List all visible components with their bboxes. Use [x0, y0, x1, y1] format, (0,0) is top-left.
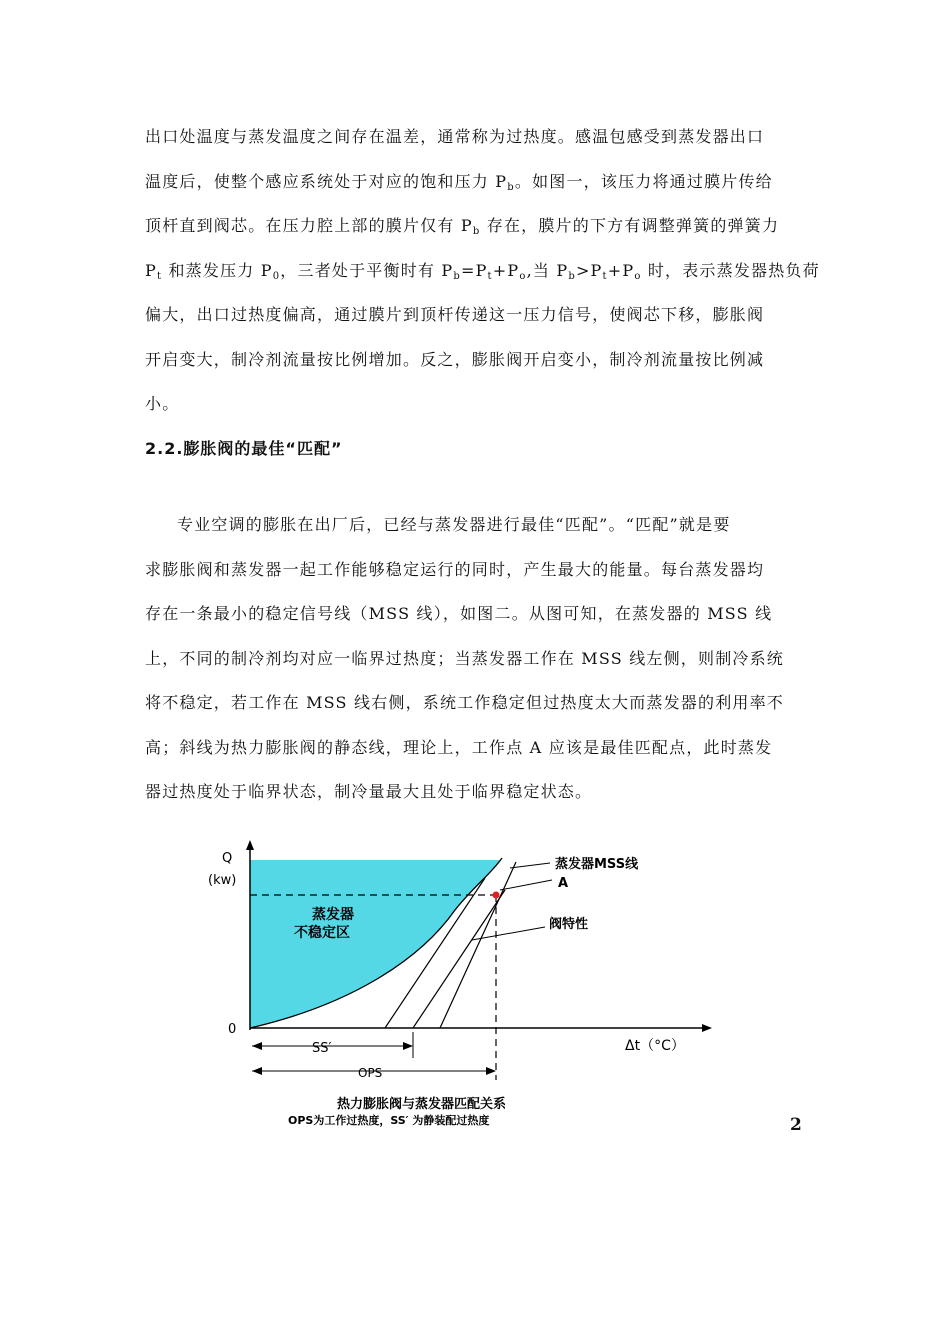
- point-a-label: A: [558, 876, 569, 891]
- text-line: 存在一条最小的稳定信号线（MSS 线），如图二。从图可知，在蒸发器的 MSS 线: [145, 604, 773, 623]
- y-axis-unit: (kw): [208, 873, 237, 888]
- text-line: 上，不同的制冷剂均对应一临界过热度；当蒸发器工作在 MSS 线左侧，则制冷系统: [145, 648, 784, 668]
- text-line: 顶杆直到阀芯。在压力腔上部的膜片仅有 $P_b$ 存在，膜片的下方有调整弹簧的弹簧力: [145, 216, 780, 237]
- x-axis-arrow: [702, 1024, 712, 1032]
- page-number: 2: [790, 1115, 802, 1135]
- ops-arrow-right: [486, 1067, 496, 1075]
- text-line: 专业空调的膨胀在出厂后，已经与蒸发器进行最佳“匹配”。“匹配”就是要: [177, 515, 731, 534]
- region-label-1: 蒸发器: [312, 907, 354, 923]
- text-line: 将不稳定，若工作在 MSS 线右侧，系统工作稳定但过热度太大而蒸发器的利用率不: [145, 693, 784, 712]
- figure-caption-1: 热力膨胀阀与蒸发器匹配关系: [337, 1097, 507, 1112]
- y-axis-label: Q: [222, 851, 233, 866]
- ss-arrow-left: [252, 1042, 262, 1050]
- text-line: 偏大，出口过热度偏高，通过膜片到顶杆传递这一压力信号，使阀芯下移，膨胀阀: [145, 305, 765, 324]
- point-a-marker: [493, 892, 500, 899]
- ss-arrow-right: [403, 1042, 413, 1050]
- text-line: 小。: [145, 394, 180, 413]
- x-axis-label: Δt（°C）: [625, 1038, 685, 1054]
- text-line: 开启变大，制冷剂流量按比例增加。反之，膨胀阀开启变小，制冷剂流量按比例减: [145, 349, 765, 369]
- text-line: 高；斜线为热力膨胀阀的静态线，理论上，工作点 A 应该是最佳匹配点，此时蒸发: [145, 737, 773, 757]
- text-line: 温度后，使整个感应系统处于对应的饱和压力 $P_b$。如图一，该压力将通过膜片传给: [145, 171, 773, 193]
- ss-label: SS′: [312, 1041, 332, 1056]
- paragraph-1: [145, 115, 820, 427]
- origin-label: 0: [228, 1022, 237, 1037]
- text-line: $P_t$ 和蒸发压力 $P_0$，三者处于平衡时有 $P_b=P_t+P_o$,当 $P_b>P_t+P_o$ 时，表示蒸发器热负荷: [145, 260, 820, 282]
- figure-caption-2: OPS为工作过热度，SS′ 为静装配过热度: [288, 1114, 490, 1127]
- text-line: 出口处温度与蒸发温度之间存在温差，通常称为过热度。感温包感受到蒸发器出口: [145, 127, 765, 146]
- section-heading: 2.2.膨胀阀的最佳“匹配”: [145, 439, 343, 458]
- text-line: 求膨胀阀和蒸发器一起工作能够稳定运行的同时，产生最大的能量。每台蒸发器均: [145, 559, 765, 579]
- y-axis-arrow: [246, 840, 254, 850]
- a-leader: [500, 880, 552, 890]
- text-line: 器过热度处于临界状态，制冷量最大且处于临界稳定状态。: [145, 782, 593, 801]
- ops-label: OPS: [358, 1066, 383, 1080]
- valve-evaporator-diagram: [200, 840, 740, 1140]
- mss-leader: [510, 863, 550, 868]
- ops-arrow-left: [252, 1067, 262, 1075]
- region-label-2: 不稳定区: [294, 925, 350, 941]
- valve-label: 阀特性: [549, 917, 589, 932]
- unstable-region: [250, 860, 500, 1028]
- paragraph-2: [145, 503, 810, 815]
- mss-label: 蒸发器MSS线: [555, 857, 639, 872]
